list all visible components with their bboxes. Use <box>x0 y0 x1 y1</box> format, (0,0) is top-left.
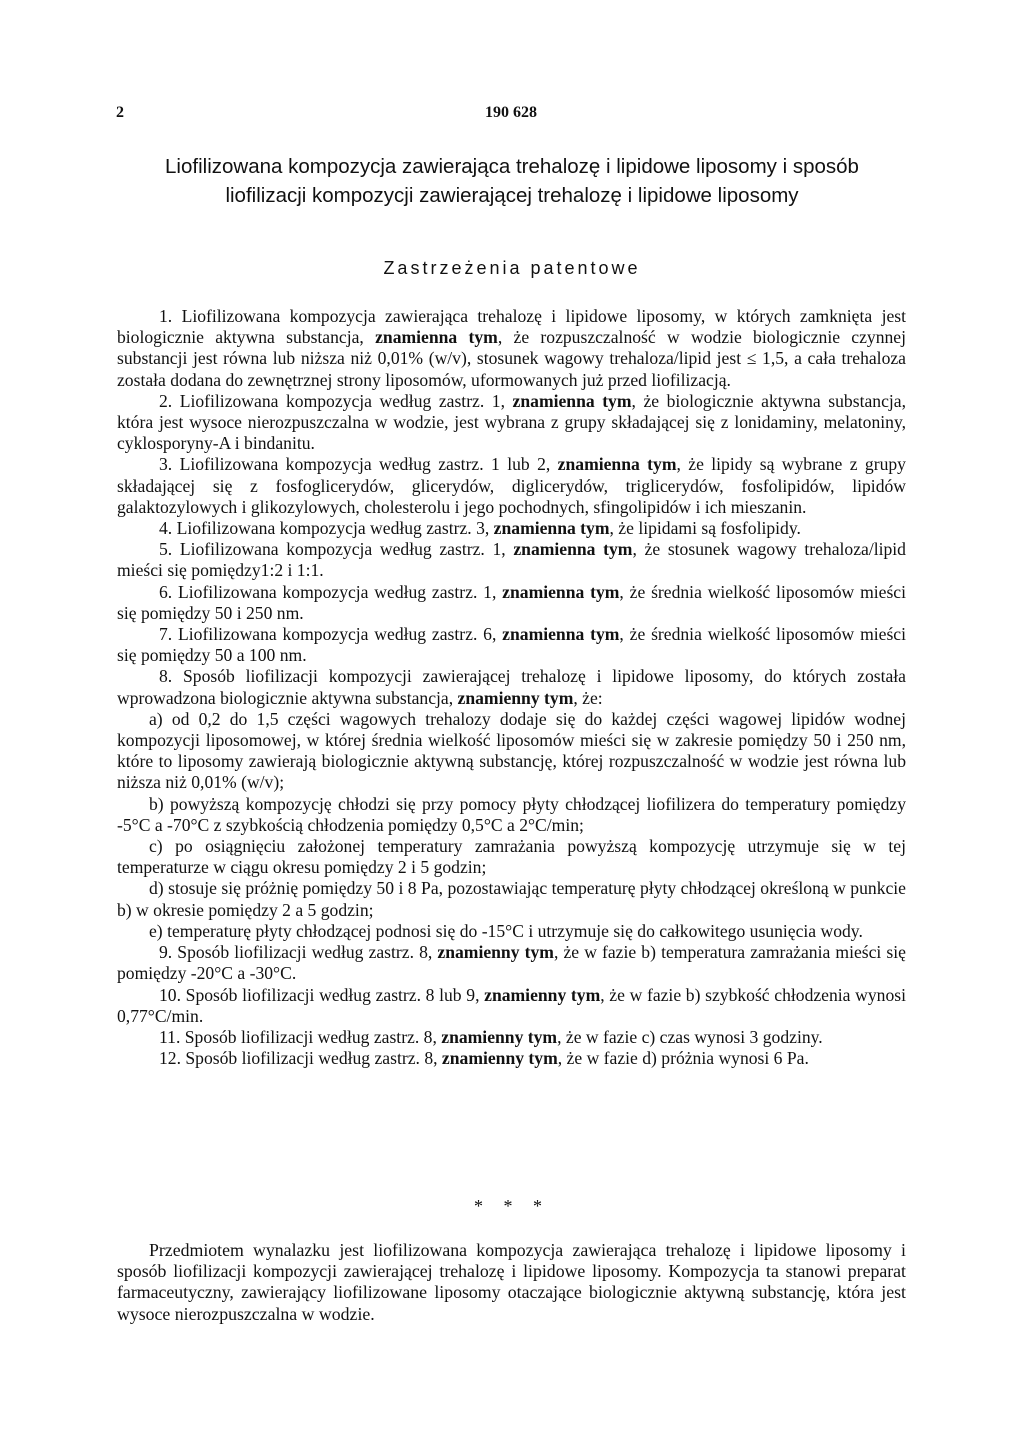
claim-keyword: znamienna tym <box>557 454 677 475</box>
claim-8: 8. Sposób liofilizacji kompozycji zawierającej trehalozę i lipidowe liposomy, do których została wprowadzona biologicznie aktywna substancja, znamienny tym, że: <box>117 666 906 708</box>
claim-10: 10. Sposób liofilizacji według zastrz. 8 lub 9, znamienny tym, że w fazie b) szybkość chłodzenia wynosi 0,77°C/min. <box>117 984 906 1026</box>
claim-2: 2. Liofilizowana kompozycja według zastrz. 1, znamienna tym, że biologicznie aktywna substancja, która jest wysoce nierozpuszczalna w wodzie, jest wybrana z grupy składającej się z lonidaminy, melatoniny, cyklosporyny-A i bindanitu. <box>117 390 906 454</box>
claim-1: 1. Liofilizowana kompozycja zawierająca trehalozę i lipidowe liposomy, w których zamknięta jest biologicznie aktywna substancja, znamienna tym, że rozpuszczalność w wodzie biologicznie czynnej substancji jest równa lub niższa niż 0,01% (w/v), stosunek wagowy trehaloza/lipid jest ≤ 1,5, a cała trehaloza została dodana do zewnętrznej strony liposomów, uformowanych już przed liofilizacją. <box>117 306 907 390</box>
claim-8-step-e: e) temperaturę płyty chłodzącej podnosi się do -15°C i utrzymuje się do całkowitego usunięcia wody. <box>149 920 863 941</box>
title-line-2: liofilizacji kompozycji zawierającej trehalozę i lipidowe liposomy <box>225 184 799 207</box>
claims-list <box>117 306 906 1069</box>
section-heading: Zastrzeżenia patentowe <box>383 258 641 278</box>
claim-keyword: znamienna tym <box>512 390 632 411</box>
claim-keyword: znamienny tym <box>441 1048 558 1069</box>
claim-keyword: znamienny tym <box>457 687 574 708</box>
claim-8-step-b: b) powyższą kompozycję chłodzi się przy pomocy płyty chłodzącej liofilizera do temperatury pomiędzy -5°C a -70°C z szybkością chłodzenia pomiędzy 0,5°C a 2°C/min; <box>117 793 906 835</box>
claim-keyword: znamienna tym <box>502 581 620 602</box>
title-line-1: Liofilizowana kompozycja zawierająca trehalozę i lipidowe liposomy i sposób <box>165 155 859 178</box>
claim-12: 12. Sposób liofilizacji według zastrz. 8, znamienny tym, że w fazie d) próżnia wynosi 6 Pa. <box>159 1048 809 1069</box>
claim-9: 9. Sposób liofilizacji według zastrz. 8, znamienny tym, że w fazie b) temperatura zamrażania mieści się pomiędzy -20°C a -30°C. <box>117 942 906 984</box>
document-number: 190 628 <box>485 104 537 121</box>
description-paragraph: Przedmiotem wynalazku jest liofilizowana kompozycja zawierająca trehalozę i lipidowe liposomy i sposób liofilizacji kompozycji zawierającej trehalozę i lipidowe liposomy. Kompozycja ta stanowi preparat farmaceutyczny, zawierający liofilizowane liposomy otaczające biologicznie aktywną substancję, która jest wysoce nierozpuszczalna w wodzie. <box>117 1240 906 1324</box>
claim-8-step-d: d) stosuje się próżnię pomiędzy 50 i 8 Pa, pozostawiając temperaturę płyty chłodzącej określoną w punkcie b) w okresie pomiędzy 2 a 5 godzin; <box>117 878 906 920</box>
document-title <box>90 152 934 210</box>
claim-8-step-a: a) od 0,2 do 1,5 części wagowych trehalozy dodaje się do każdej części wagowej lipidów wodnej kompozycji liposomowej, w której średnia wielkość liposomów mieści się w zakresie pomiędzy 50 i 250 nm, które to liposomy zawierają biologicznie aktywną substancję, której rozpuszczalność w wodzie jest równa lub niższa niż 0,01% (w/v); <box>117 708 906 793</box>
claim-11: 11. Sposób liofilizacji według zastrz. 8, znamienny tym, że w fazie c) czas wynosi 3 godziny. <box>159 1026 823 1047</box>
claim-5: 5. Liofilizowana kompozycja według zastrz. 1, znamienna tym, że stosunek wagowy trehaloza/lipid mieści się pomiędzy1:2 i 1:1. <box>117 539 906 581</box>
claim-7: 7. Liofilizowana kompozycja według zastrz. 6, znamienna tym, że średnia wielkość liposomów mieści się pomiędzy 50 a 100 nm. <box>117 624 906 666</box>
claim-3: 3. Liofilizowana kompozycja według zastrz. 1 lub 2, znamienna tym, że lipidy są wybrane z grupy składającej się z fosfoglicerydów, glicerydów, diglicerydów, triglicerydów, fosfolipidów, lipidów galaktozylowych i glikozylowych, cholesterolu i jego pochodnych, sfingolipidów i ich mieszanin. <box>117 454 906 517</box>
claim-keyword: znamienna tym <box>502 624 620 645</box>
page-header <box>116 104 906 128</box>
section-separator: * * * <box>474 1196 550 1216</box>
claim-keyword: znamienna tym <box>375 327 498 348</box>
page-number: 2 <box>116 104 124 121</box>
claim-keyword: znamienny tym <box>484 984 601 1005</box>
claim-6: 6. Liofilizowana kompozycja według zastrz. 1, znamienna tym, że średnia wielkość liposomów mieści się pomiędzy 50 i 250 nm. <box>117 581 906 623</box>
claim-8-step-c: c) po osiągnięciu założonej temperatury zamrażania powyższą kompozycję utrzymuje się w tej temperaturze w ciągu okresu pomiędzy 2 i 5 godzin; <box>117 836 906 878</box>
claim-keyword: znamienny tym <box>441 1026 558 1047</box>
claim-keyword: znamienna tym <box>513 539 633 560</box>
claim-4: 4. Liofilizowana kompozycja według zastrz. 3, znamienna tym, że lipidami są fosfolipidy. <box>159 518 801 539</box>
claim-keyword: znamienna tym <box>493 518 610 539</box>
claim-keyword: znamienny tym <box>437 942 554 963</box>
